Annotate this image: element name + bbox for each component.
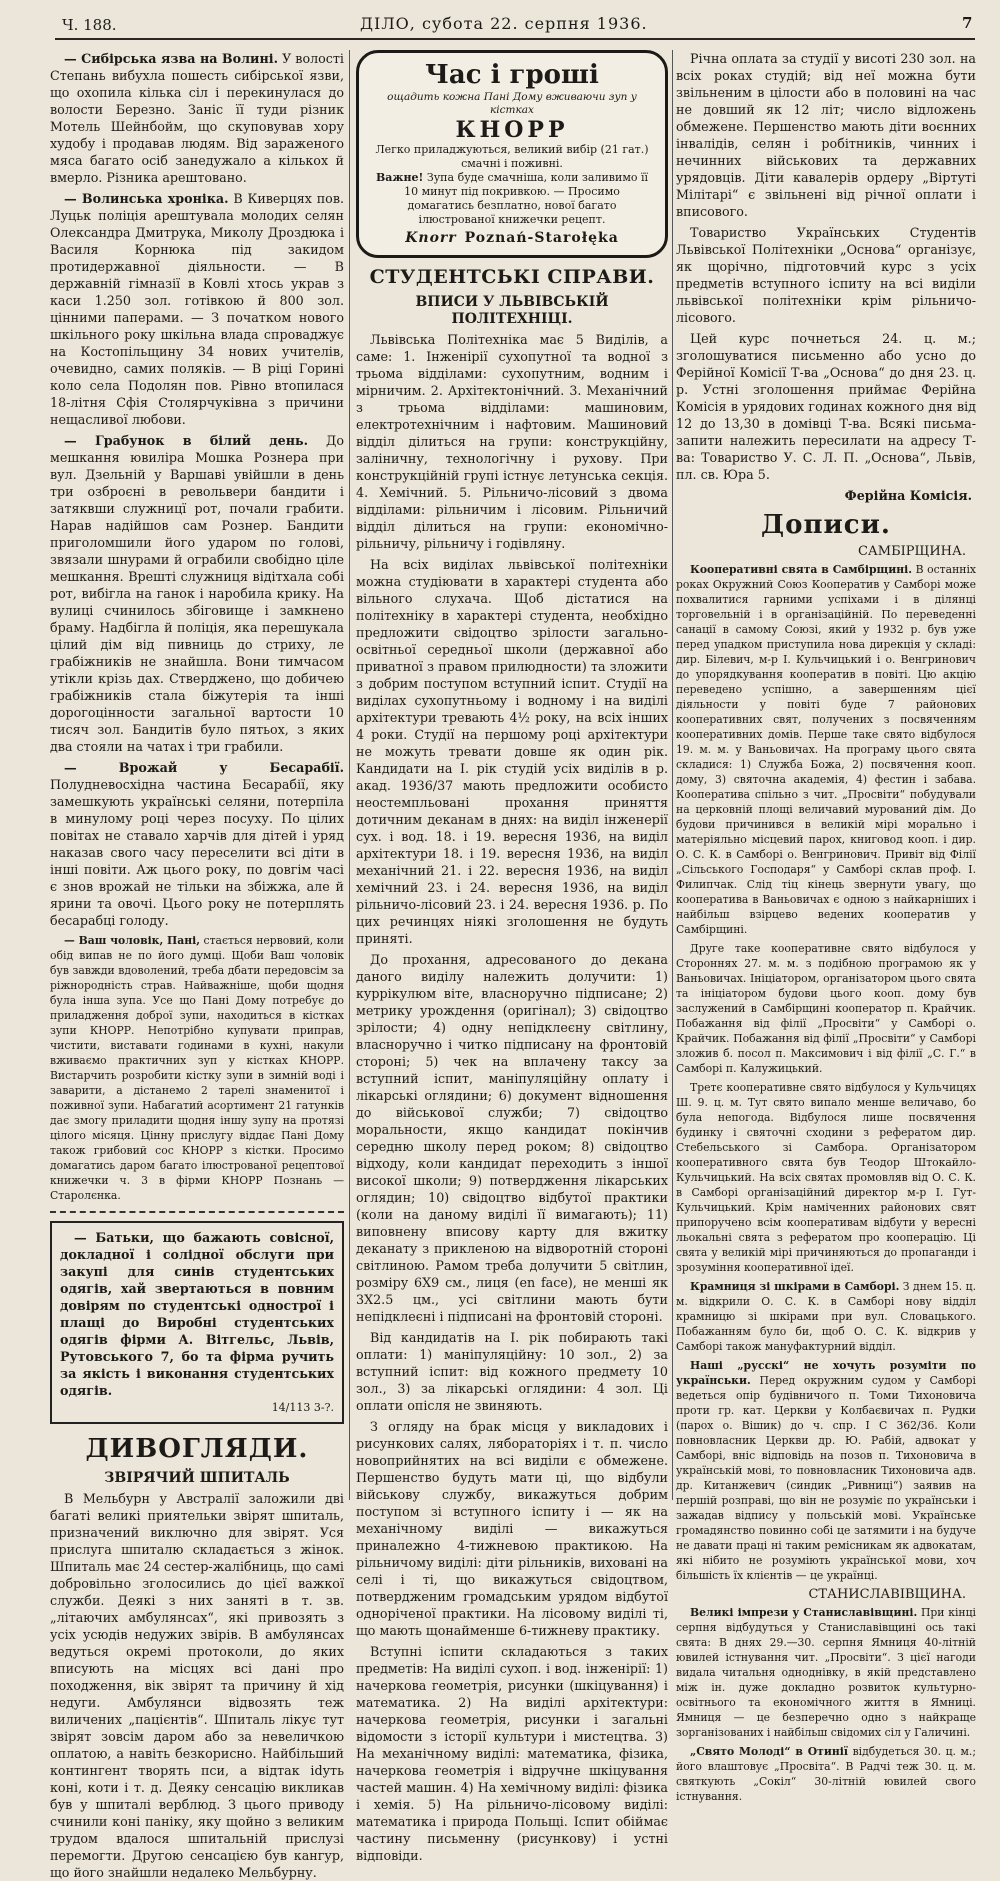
article-paragraph: Товариство Українських Студентів Львівської Політехніки „Основа“ організує, як щорічно, підготовчий курс з усіх предметів вступного іспиту на всі виділи львівської політехніки крім рільничо-лісового.	[676, 225, 976, 325]
ad-description: Легко приладжуються, великий вибір (21 гат.) смачні і поживні.	[375, 143, 649, 170]
column-divider	[672, 50, 673, 1500]
report-item: Третє кооперативне свято відбулося у Кульчицях Ш. 9. ц. м. Тут свято випало менше величаво, бо була непогода. Відбулося лише посвячення будинку і святочні сходини з рефератом дир. Стебельського зі Самбора. Організатором кооперативного свята був Теодор Штокайло-Кульчицький. На всіх святах промовляв від О. С. К. в Самборі організаційний директор м-р І. Гут-Кульчицький. Крім наміченних районових свят припорученo всім кооперативам відбути у вересні льокальні свята з рефератом про кооперацію. Ці свята у великій мірі причиняються до пропаганди і зрозуміння кооперативної ідеї.	[676, 1081, 976, 1274]
region-heading: СТАНИСЛАВІВЩИНА.	[808, 1587, 966, 1602]
article-paragraph: Вступні іспити складаються з таких предметів: На виділі сухоп. і вод. інженірії: 1) начеркова геометрія, рисунки (шкіцування) і математика. 2) На виділі архітектури: начеркова геометрія, рисунки і загальні відомости з історії культури і мистецтва. 3) На механічному виділі: математика, фізика, начеркова геометрія і відручне шкіцування частей машин. 4) На хемічному виділі: фізика і хемія. 5) На рільничо-лісовому виділі: математика і природа Польщі. Іспит обіймає частину письменну (рисункову) і устні відповіди.	[356, 1644, 668, 1863]
report-item: „Свято Молоді“ в Отинії відбудеться 30. ц. м.; його влаштовує „Просвіта“. В Радчі теж 30. ц. м. святкують „Сокіл“ 30-літній ювилей свого істнування.	[676, 1745, 977, 1803]
article-paragraph: Львівська Політехніка має 5 Виділів, а саме: 1. Інженірії сухопутної та водної з трьома відділами: сухопутним, водним і мірничим. 2. Архітектонічний. 3. Механічний з трьома відділами: машиновим, електротехнічним і нафтовим. Машиновий відділ ділиться на групи: конструкційну, заліничну, технологічну і рухову. При конструкційній групі істнує летунська секція. 4. Хемічний. 5. Рільничо-лісовий з двома відділами: рільничим і лісовим. Рільничий відділ ділиться на групи: економічно-рільничу, рільничу і годівляну.	[356, 332, 668, 551]
dashed-divider	[50, 1211, 344, 1213]
news-item: — Сибірська язва на Волині. У волості Степань вибухла пошесть сибірської язви, що охопила кілька сіл і перекинулася до волости Березно. Заніс її туди різник Мотель Шейнбойм, що скуповував хору худобу і продавав людям. Від зараженого мяса багато осіб занедужало а кількох й вмерло. Різника арештовано.	[50, 51, 344, 185]
knorr-notice: — Ваш чоловік, Пані, стається нервовий, коли обід випав не по його думці. Щоби Ваш чоловік був завжди вдоволений, треба дбати передовсім за ріжнородність страв. Найважніше, щоби щодня була інша зупа. Усе що Пані Дому потребує до приладження доброї зупи, находиться в кістках зупи КНОРР. Непотрібно купувати приправ, чистити, виставати годинами в кухні, накули вживаємо практичних зуп у кістках КНОРР. Вистарчить розробити кістку зупи в зимній воді і заварити, а дістанемо 2 тарелі знаменитої і поживної зупи. Набагатий асортимент 21 гатунків дає змогу приладити щодня іншу зупу на протязі цілого місяця. Цінну прислугу віддає Пані Дому також грибовий сос КНОРР з кістки. Просимо домагатись даром багато ілюстрованої рецептової книжечки ч. 3 в фірми КНОРР Познань — Старолєнка.	[50, 934, 344, 1202]
page-number: 7	[962, 14, 973, 32]
knorr-advertisement	[356, 50, 668, 258]
article-title: ЗВІРЯЧИЙ ШПИТАЛЬ	[104, 1470, 290, 1486]
report-item: Друге таке кооперативне свято відбулося у Стороннях 27. м. м. з подібною програмою як у Ваньовичах. Ініціатором, організатором цього свята та ініціатором будови цього кооп. дому був заслужений в Самбірщині кооператор п. Крайчик. Побажання від філії „Просвіти“ у Самборі о. Крайчик. Побажання від філії „Просвіти“ у Самборі зложив б. посол п. Максимович і від філії „С. Г.“ в Самборі п. Калужицький.	[676, 942, 976, 1075]
knorr-logo: Knorr	[405, 230, 457, 246]
news-item: — Врожай у Бесарабії. Полудневосхідна частина Бесарабії, яку замешкують українські селяни, потерпіла в минулому році через посуху. По цілих повітах не ставало харчів для дітей і уряд наказав свого часу переселити всі діти в інші повіти. Аж цього року, по довгім часі є знов врожай не тільки на збіжжа, але й ярини та овочі. Цього року не потерплять бесарабці голоду.	[50, 760, 344, 928]
article-paragraph: На всіх виділах львівської політехніки можна студіювати в характері студента або вільного слухача. Щоб дістатися на політехніку в характері студента, необхідно предложити свідоцтво зрілости загально-освітньої середньої школи (державної або приватної з правом прилюдности) та зложити з добрим поступом вступний іспит. Студії на виділах сухопутньому і водному і на виділі архітектури тревають 4½ року, на всіх інших 4 роки. Студії на першому році архітектури не можуть тревати довше як один рік. Кандидати на І. рік студій усіх виділів в р. акад. 1936/37 мають предложити особисто неостемпльовані прохання приняття дотичним деканам в днях: на виділ інженерії сух. і вод. 18. і 19. вересня 1936, на виділ архітектури 18. і 19. вересня 1936, на виділ механічний 21. і 22. вересня 1936, на виділ хемічний 23. і 24. вересня 1936, на виділ рільничо-лісовий 23. і 24. вересня 1936. р. По цих речинцях ніякі зголошення не будуть приняті.	[356, 557, 668, 946]
article-subtitle: ВПИСИ У ЛЬВІВСЬКІЙ ПОЛІТЕХНІЦІ.	[415, 294, 609, 327]
ad-brand: КНОРР	[455, 117, 569, 143]
article-body: В Мельбурн у Австралії заложили дві багаті великі приятельки звірят шпиталь, призначений виключно для звірят. Уся прислуга шпиталю складається з жінок. Шпиталь має 24 сестер-жалібниць, що самі добровільно зголосились до цієї важкої служби. Деякі з них заняті в т. зв. „літаючих амбулянсах“, які привозять з усіх усюдів недужих звірів. В амбулянсах ведуться окремі протоколи, до яких вписують на місцях всі дані про походження, вік звірят та причину й хід недуги. Амбулянси відвозять теж виличених „пацієнтів“. Шпиталь лікує тут звірят зовсім даром або за невеличкою оплатою, а навіть безкорисно. Найбільший контингент творять пси, а відтак idуть коні, коти і т. д. Деяку сенсацію викликав був у шпиталі верблюд. З цього приводу счинили коні паніку, яку щойно з великим трудом вдалося шпитальній прислузі перемогти. Другою сенсацією був кангур, що його знайшли недалеко Мельбурну.	[50, 1491, 344, 1880]
report-item: Кооперативні свята в Самбірщині. В останніх роках Окружний Союз Кооператив у Самборі може похвалитися гарними успіхами і в ділянці торговельній і в організаційній. По переведенні санації в самому Союзі, який у 1932 р. був уже перед упадком приступила нова дирекція у складі: дир. Білевич, м-р І. Кульчицький і о. Венгринович до упорядкування кооператив в повіті. Цю акцію переведено успішно, а завершенням цієї діяльности у повіті буде 7 районових кооперативних свят, получених з посвяченням кооперативних домів. Перше таке свято відбулося 19. м. м. у Ваньовичах. На програму цього свята складися: 1) Служба Божа, 2) посвячення кооп. дому, 3) святочна академія, 4) фестин і забава. Кооператива спільно з чит. „Просвіти“ побудували на церковній площі величавий мурований дім. До будови причинився в великій мірі морально і матеріяльно місцевий парох, книговод кооп. і дир. О. С. К. в Самборі о. Венгринович. Привіт від Філії „Сільського Господаря“ у Самборі склав проф. І. Филипчак. Слід тіц кінець звернути увагу, що кооператива в Ваньовичах є одною з найкарніших і найбільш взірцево ведених кооператив у Самбірщині.	[676, 563, 977, 936]
column-divider	[349, 50, 350, 1500]
article-title: СТУДЕНТСЬКІ СПРАВИ.	[369, 266, 655, 288]
masthead-date: ДІЛО, субота 22. серпня 1936.	[360, 14, 648, 33]
article-paragraph: Від кандидатів на І. рік побирають такі оплати: 1) маніпуляційну: 10 зол., 2) за вступний іспит: від кожного предмету 10 зол., 3) за лікарські оглядини: 4 зол. Ці оплати опісля не звиняють.	[356, 1330, 668, 1413]
column-middle	[356, 50, 668, 1863]
region-heading: САМБІРЩИНА.	[857, 544, 966, 559]
page-header	[0, 0, 1000, 40]
article-paragraph: З огляду на брак місця у викладових і рисункових салях, лябораторіях і т. п. число новоприйнятих на всі виділи є обмежене. Першенство будуть мати ці, що відбули військову службу, викажуться добрим поступом зі вступного іспиту і — як на механічному виділі — викажуться приналежно 4-тижневою практикою. На рільничому виділі: діти рільників, виховані на селі і ті, що викажуться свідоцтвом, потвердженим громадським урядом відбутої одноріченої практики. На лісовому виділі ті, що мають щонайменше 6-тижневу практику.	[356, 1419, 668, 1638]
column-left	[50, 50, 344, 1880]
column-right	[676, 50, 977, 1803]
section-title: ДИВОГЛЯДИ.	[85, 1434, 309, 1464]
tailor-advertisement: — Батьки, що бажають совісної, докладної і солідної обслуги при закупі для синів студентських одягів, хай звертаються в повним довірям по студентські однострої і плащі до Виробні студентських одягів фірми А. Вітгельс, Львів, Рутовського 7, бо та фірма ручить за якість і виконання студентських одягів. 14/113 3-?.	[50, 1221, 344, 1424]
report-item: Крамниця зі шкірами в Самборі. З днем 15. ц. м. відкрили О. С. К. в Самборі нову відділ крамницю зі шкірами при вул. Словацького. Побажанням було би, щоб О. С. К. відкрив у Самборі також мануфактурний відділ.	[676, 1280, 976, 1353]
section-title: Дописи.	[761, 510, 891, 540]
header-rule	[55, 38, 975, 40]
ad-footer: Knorr Poznań-Starołęka	[405, 230, 619, 246]
news-item: — Грабунок в білий день. До мешкання ювиліра Мошка Рознера при вул. Дзельній у Варшаві увійшли в день три озброєні в револьвери бандити і затяквши служницї рот, почали грабити. Нарав надійшов сам Рознер. Бандити приголомшили його ударом по голові, звязали шнурами й ограбили свобідно ціле мешкання. Врешті служниця відітхала собі рот, вибігла на ганок і наробила крику. На вулиці счинилось збіговище і замкнено браму. Надбігла й поліція, яка перешукала цілий дім від пивниць до стриху, ле грабіжників не знайшла. Вони тимчасом утікли крізь дах. Стверджено, що добичею грабіжників стала біжутерія та інші дорогоцінности загальної вартости 10 тисяч зол. Бандитів було пятьох, з яких два стояли на чатах і три грабили.	[50, 433, 344, 754]
report-item: Наші „русскі“ не хочуть розуміти по українськи. Перед окружним судом у Самборі ведеться опір будівничого п. Томи Тихоновича проти гр. кат. Церкви у Колбаєвичах п. Рудки (парох о. Вішик) до ч. спр. І С 362/36. Коли повновласник Церкви др. Ю. Рабій, адвокат у Самборі, вніс відповідь на позов п. Тихоновича в українській мові, то повновласник Тихоновича адв. др. Китанжевич (синдик „Ривниці“) заявив на першій розправі, що він не розуміє по українськи і зажадав відпису у польській мові. Українське громадянство повинно собі це затямити і на будуче не давати праці ні таким ремісникам як адвокатам, які нібито не розуміють української мови, хоч більшість їх клієнтів — це українці.	[676, 1359, 976, 1582]
report-item: Великі імпрези у Станиславівщині. При кінці серпня відбудуться у Станиславівщині ось такі свята: В днях 29.—30. серпня Ямниця 40-літній ювилей істнування чит. „Просвіти“. З цієї нагоди видала читальня одноднівку, в якій представлено між ін. дуже докладно розвиток культурно-освітнього та економічного життя в Ямниці. Ямниця — це безперечно одно з найкраще зорганізованих і найбільш свідомих сіл у Галичині.	[676, 1606, 976, 1739]
signature: Ферійна Комісія.	[844, 488, 972, 503]
article-paragraph: Річна оплата за студії у висоті 230 зол. на всіх роках студій; від неї можна бути звільненим в цілости або в половині на час не довший як 12 літ; число відложень обмежене. Першенство мають діти воєнних інвалідів, селян і робітників, чинних і нечинних військових та державних урядовців. Діти кавалерів ордеру „Віртуті Мілітарі“ є звільнені від річної оплати і вписового.	[676, 51, 976, 219]
article-paragraph: До прохання, адресованого до декана даного виділу належить долучити: 1) куррікулюм віте, власноручно підписане; 2) метрику урождення (оригінал); 3) свідоцтво зрілости; 4) одну непідклеєну світлину, власноручно і читко підписану на фронтовій стороні; 5) чек на вплачену таксу за вступний іспит, маніпуляційну оплату і лікарські оглядини; 6) документ відношення до військової служби; 7) свідоцтво моральности, якщо кандидат покінчив середню школу перед роком; 8) свідоцтво відходу, коли кандидат переходить з іншої високої школи; 9) потвердження лікарських оглядин; 10) свідоцтво відбутої практики (коли на даному виділі її вимагають); 11) виповнену вписову карту для вжитку деканату з прикленою на відворотній стороні світлиною. Рамом треба долучити 5 світлин, розміру 6Х9 см., лиця (en face), не менші як 3Х2.5 цм., усі світлини мають бути непідклеєні і підписані на фронтовій стороні.	[356, 952, 668, 1324]
article-paragraph: Цей курс почнеться 24. ц. м.; зголошуватися письменно або усно до Ферійної Комісії Т-ва „Основа“ до дня 23. ц. р. Устні зголошення приймає Ферійна Комісія в урядових годинах кожного дня від 12 до 13,30 в домівці Т-ва. Всякі письма-запити належить пересилати на адресу Т-ва: Товариство У. С. Л. П. „Основа“, Львів, пл. св. Юра 5.	[676, 331, 976, 482]
ad-slogan: ощадить кожна Пані Дому вживаючи зуп у кістках	[387, 91, 637, 116]
ad-note: Важне! Зупа буде смачніша, коли заливимо її 10 минут під покривкою. — Просимо домагатись безплатно, нової багато ілюстрованої книжечки рецепт.	[375, 171, 649, 226]
issue-number: Ч. 188.	[62, 16, 117, 34]
ad-title: Час і гроші	[425, 60, 599, 90]
news-item: — Волинська хроніка. В Киверцях пов. Луцьк поліція арештувала молодих селян Олександра Дмитрука, Миколу Дроздюка і Василя Корнюка під закидом протидержавної діяльности. — В державній гімназії в Ковлі хтось украв з каси 1.250 зол. готівкою й 800 зол. цінними паперами. — З початком нового шкільного року шкільна влада спроваджує на Костопільщину 34 нових учителів, очевидно, самих поляків. — В ріці Горині коло села Подолян пов. Рівно втопилася 18-літня Сфія Столярчуківна з причини нещасливої любови.	[50, 191, 344, 427]
